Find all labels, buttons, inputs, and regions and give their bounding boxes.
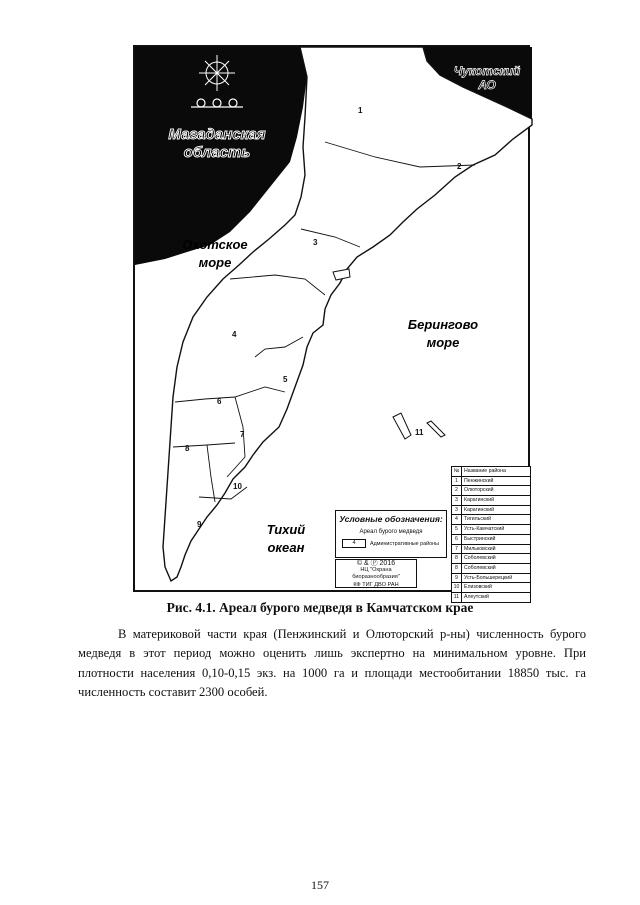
magadan-label-line1: Магаданская bbox=[168, 126, 266, 143]
table-row bbox=[452, 515, 530, 525]
legend-title: Условные обозначения: bbox=[339, 514, 443, 524]
table-cell-name: Карагинский bbox=[464, 497, 494, 504]
pacific-label-line2: океан bbox=[267, 540, 305, 555]
district-number: 1 bbox=[358, 106, 363, 115]
chukotka-label-line2: АО bbox=[478, 78, 496, 92]
legend-district-label: Административные районы bbox=[370, 540, 440, 547]
bering-label-line1: Берингово bbox=[407, 317, 479, 332]
district-number: 9 bbox=[197, 520, 202, 529]
table-cell-num: 8 bbox=[452, 554, 462, 563]
table-row bbox=[452, 574, 530, 584]
table-row bbox=[452, 525, 530, 535]
map-legend bbox=[335, 510, 447, 558]
district-number: 11 bbox=[415, 428, 424, 437]
table-row bbox=[452, 506, 530, 516]
district-number: 10 bbox=[233, 482, 242, 491]
district-number: 3 bbox=[313, 238, 318, 247]
legend-district-row bbox=[336, 539, 446, 548]
copyright-line: © & Ⓟ 2016 bbox=[356, 560, 396, 567]
figure-caption: Рис. 4.1. Ареал бурого медведя в Камчатском крае bbox=[166, 600, 474, 615]
table-row bbox=[452, 564, 530, 574]
district-number: 2 bbox=[457, 162, 462, 171]
chukotka-label-line1: Чукотский bbox=[453, 64, 521, 78]
table-row bbox=[452, 486, 530, 496]
table-cell-num: 1 bbox=[452, 477, 462, 486]
table-row bbox=[452, 554, 530, 564]
table-cell-num: 4 bbox=[452, 515, 462, 524]
table-cell-num: 3 bbox=[452, 496, 462, 505]
commander-island-2 bbox=[427, 421, 445, 437]
table-cell-num: 2 bbox=[452, 486, 462, 495]
page-number: 157 bbox=[311, 878, 329, 892]
table-cell-name: Соболевский bbox=[464, 564, 496, 571]
commander-island-1 bbox=[393, 413, 411, 439]
copyright-box bbox=[335, 559, 417, 588]
table-cell-num: 9 bbox=[452, 574, 462, 583]
table-cell-name: Усть-Камчатский bbox=[464, 526, 505, 533]
legend-swatch: 4 bbox=[342, 539, 366, 548]
table-cell-num: 6 bbox=[452, 535, 462, 544]
magadan-label-line2: область bbox=[183, 144, 251, 161]
table-cell-num: 8 bbox=[452, 564, 462, 573]
district-number: 6 bbox=[217, 397, 222, 406]
table-row bbox=[452, 545, 530, 555]
table-header: № Название района bbox=[452, 467, 530, 477]
table-row bbox=[452, 583, 530, 593]
table-cell-name: Тигильский bbox=[464, 516, 492, 523]
okhotsk-label-line2: море bbox=[198, 255, 232, 270]
table-cell-name: Мильковский bbox=[464, 545, 496, 552]
district-number: 7 bbox=[240, 430, 245, 439]
table-row bbox=[452, 496, 530, 506]
table-cell-num: 11 bbox=[452, 593, 462, 602]
table-cell-name: Елизовский bbox=[464, 584, 492, 591]
pacific-label-line1: Тихий bbox=[266, 522, 306, 537]
body-paragraph: В материковой части края (Пенжинский и Олюторский р-ны) численность бурого медведя в этот период можно оценить лишь экспертно на минимальном уровне. При плотности населения 0,10-0,15 экз. на 1000 га и площади местообитании 18850 тыс. га численность составит 2300 особей. bbox=[78, 627, 586, 700]
table-cell-name: Усть-Большерецкий bbox=[464, 574, 513, 581]
okhotsk-label-line1: Охотское bbox=[182, 237, 248, 252]
table-cell-name: Карагинский bbox=[464, 506, 494, 513]
district-table bbox=[451, 466, 531, 603]
table-row bbox=[452, 535, 530, 545]
table-cell-num: 7 bbox=[452, 545, 462, 554]
table-cell-name: Олюторский bbox=[464, 487, 494, 494]
table-cell-num: 5 bbox=[452, 525, 462, 534]
district-number: 8 bbox=[185, 444, 190, 453]
table-cell-num: 10 bbox=[452, 583, 462, 592]
table-cell-name: Быстринский bbox=[464, 535, 496, 542]
table-cell-num: 3 bbox=[452, 506, 462, 515]
legend-range-label: Ареал бурого медведя bbox=[359, 529, 423, 535]
district-number: 5 bbox=[283, 375, 288, 384]
table-body bbox=[452, 477, 530, 602]
table-cell-name: Алеутский bbox=[464, 593, 489, 600]
table-cell-name: Соболевский bbox=[464, 555, 496, 562]
range-map bbox=[133, 45, 530, 600]
district-number: 4 bbox=[232, 330, 237, 339]
copyright-line: НЦ "Охрана биоразнообразия" bbox=[352, 567, 400, 581]
copyright-line: КФ ТИГ ДВО РАН bbox=[353, 581, 399, 588]
table-row bbox=[452, 477, 530, 487]
bering-label-line2: море bbox=[426, 335, 460, 350]
table-cell-name: Пенжинский bbox=[464, 477, 494, 484]
